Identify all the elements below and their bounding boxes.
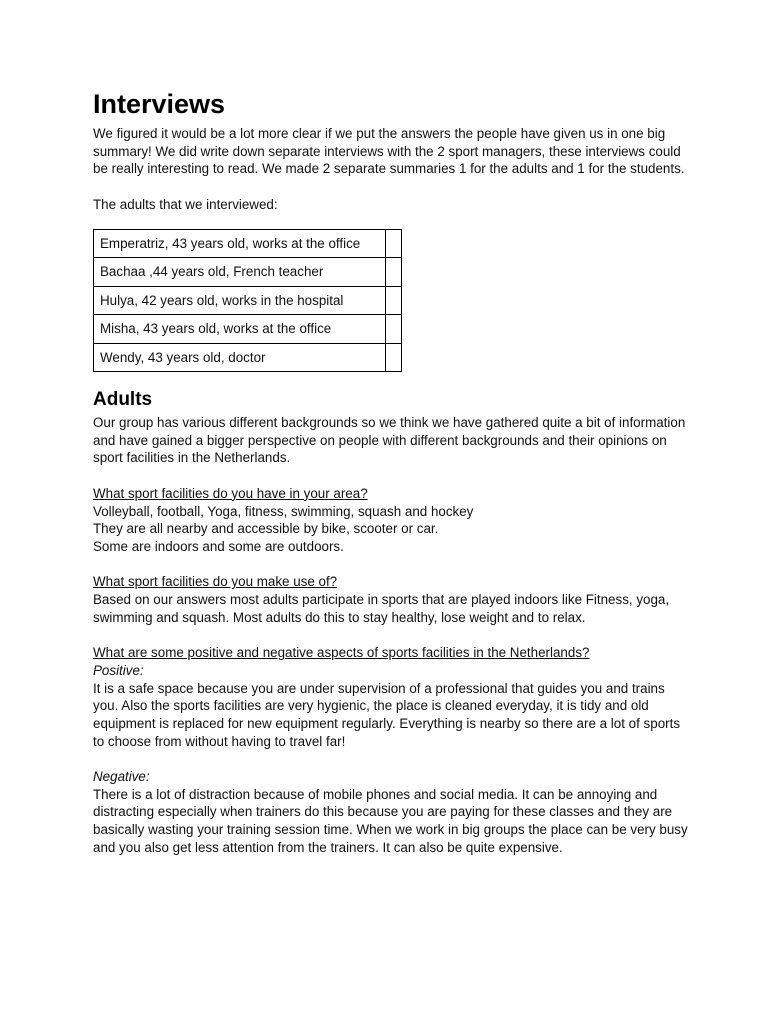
table-cell: Bachaa ,44 years old, French teacher: [94, 258, 386, 287]
table-cell-empty: [386, 286, 402, 315]
answer-1-line-3: Some are indoors and some are outdoors.: [93, 538, 344, 554]
table-cell-empty: [386, 343, 402, 372]
adults-intro: Our group has various different backgrounds so we think we have gathered quite a bit of information and have gained a bigger perspective on people with different backgrounds and their opinions on sport facilities in the Netherlands.: [93, 415, 686, 466]
question-1: What sport facilities do you have in your area?: [93, 485, 368, 501]
negative-label: Negative:: [93, 769, 150, 784]
table-row: [94, 343, 402, 372]
negative-answer: There is a lot of distraction because of mobile phones and social media. It can be annoying and distracting especially when trainers do this because you are paying for these classes and they are basically wasting your training session time. When we work in big groups the place can be very busy and you also get less attention from the trainers. It can also be quite expensive.: [93, 786, 688, 855]
intro-paragraph: We figured it would be a lot more clear if we put the answers the people have given us in one big summary! We did write down separate interviews with the 2 sport managers, these interviews could be really interesting to read. We made 2 separate summaries 1 for the adults and 1 for the students.: [93, 126, 685, 177]
interviewees-table: [93, 229, 402, 373]
answer-1-line-1: Volleyball, football, Yoga, fitness, swimming, squash and hockey: [93, 503, 474, 519]
answer-2: Based on our answers most adults participate in sports that are played indoors like Fitness, yoga, swimming and squash. Most adults do this to stay healthy, lose weight and to relax.: [93, 592, 670, 625]
table-row: [94, 286, 402, 315]
table-cell: Emperatriz, 43 years old, works at the office: [94, 229, 386, 258]
answer-1-line-2: They are all nearby and accessible by bike, scooter or car.: [93, 521, 439, 537]
page-title: Interviews: [93, 89, 226, 119]
positive-label: Positive:: [93, 662, 144, 678]
question-2: What sport facilities do you make use of?: [93, 574, 338, 590]
table-cell: Hulya, 42 years old, works in the hospital: [94, 286, 386, 315]
section-heading-adults: Adults: [93, 389, 153, 410]
table-cell: Wendy, 43 years old, doctor: [94, 343, 386, 372]
table-row: [94, 315, 402, 344]
table-cell-empty: [386, 258, 402, 287]
table-cell: Misha, 43 years old, works at the office: [94, 315, 386, 344]
document-content: [93, 88, 693, 857]
question-3: What are some positive and negative aspects of sports facilities in the Netherlands?: [93, 645, 590, 661]
table-cell-empty: [386, 229, 402, 258]
table-row: [94, 229, 402, 258]
positive-answer: It is a safe space because you are under supervision of a professional that guides you and trains you. Also the sports facilities are very hygienic, the place is cleaned everyday, it is tidy and old equipment is replaced for new equipment regularly. Everything is nearby so there are a lot of sports to choose from without having to travel far!: [93, 680, 681, 749]
table-row: [94, 258, 402, 287]
interviewed-label: The adults that we interviewed:: [93, 196, 278, 212]
table-cell-empty: [386, 315, 402, 344]
